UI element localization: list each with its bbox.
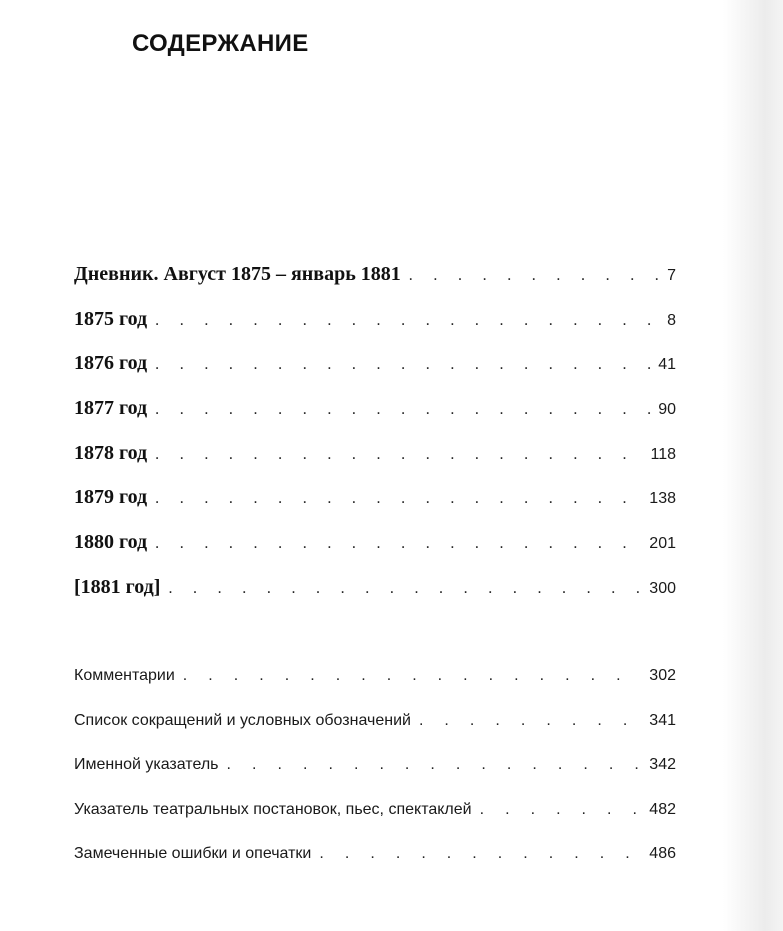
toc-entry-page: 41: [658, 356, 676, 374]
toc-entry-title: 1879 год: [74, 486, 148, 509]
toc-entry[interactable]: [74, 712, 676, 757]
dot-leader: [155, 401, 652, 419]
toc-entry-title: 1875 год: [74, 307, 148, 330]
toc-main-list: [74, 263, 676, 621]
toc-entry[interactable]: [74, 442, 676, 487]
toc-entry-title: Комментарии: [74, 667, 175, 684]
toc-entry-title: [1881 год]: [74, 575, 161, 598]
toc-entry[interactable]: [74, 486, 676, 531]
dot-leader: [409, 267, 660, 285]
toc-entry[interactable]: [74, 531, 676, 576]
toc-entry-page: 341: [649, 711, 676, 729]
toc-entry-title: Именной указатель: [74, 756, 219, 773]
toc-entry[interactable]: [74, 801, 676, 846]
dot-leader: [155, 356, 652, 374]
toc-entry[interactable]: [74, 667, 676, 712]
toc-entry-page: 300: [649, 579, 676, 597]
dot-leader: [227, 756, 644, 774]
toc-entry-page: 90: [658, 401, 676, 419]
toc-entry-page: 486: [649, 845, 676, 862]
dot-leader: [168, 580, 643, 598]
toc-entry-title: 1878 год: [74, 441, 148, 464]
toc-entry-page: 7: [667, 267, 676, 284]
dot-leader: [319, 845, 643, 863]
toc-entry-page: 342: [649, 756, 676, 773]
toc-entry-title: Список сокращений и условных обозначений: [74, 711, 411, 729]
dot-leader: [155, 312, 660, 330]
toc-entry-page: 8: [667, 311, 676, 329]
dot-leader: [183, 667, 644, 685]
toc-entry-page: 302: [649, 667, 676, 684]
toc-entry[interactable]: [74, 352, 676, 397]
toc-entry[interactable]: [74, 576, 676, 621]
toc-entry[interactable]: [74, 397, 676, 442]
toc-entry-title: Замеченные ошибки и опечатки: [74, 845, 312, 862]
toc-entry-title: Дневник. Август 1875 – январь 1881: [74, 263, 401, 285]
dot-leader: [419, 712, 643, 730]
dot-leader: [480, 801, 644, 819]
toc-entry-title: 1876 год: [74, 352, 148, 375]
page-title: СОДЕРЖАНИЕ: [132, 30, 309, 58]
page-edge-shadow: [723, 0, 783, 931]
toc-entry-title: 1880 год: [74, 531, 148, 554]
toc-entry-page: 482: [649, 800, 676, 818]
toc-entry-title: Указатель театральных постановок, пьес, спектаклей: [74, 800, 472, 818]
toc-entry[interactable]: [74, 263, 676, 308]
dot-leader: [155, 446, 644, 464]
toc-appendix-list: [74, 667, 676, 890]
toc-entry-title: 1877 год: [74, 397, 148, 420]
toc-entry-page: 118: [650, 445, 676, 463]
toc-entry[interactable]: [74, 308, 676, 353]
toc-entry[interactable]: [74, 845, 676, 890]
toc-entry-page: 138: [649, 490, 676, 508]
toc-entry-page: 201: [649, 535, 676, 553]
dot-leader: [155, 490, 643, 508]
toc-entry[interactable]: [74, 756, 676, 801]
dot-leader: [155, 535, 643, 553]
